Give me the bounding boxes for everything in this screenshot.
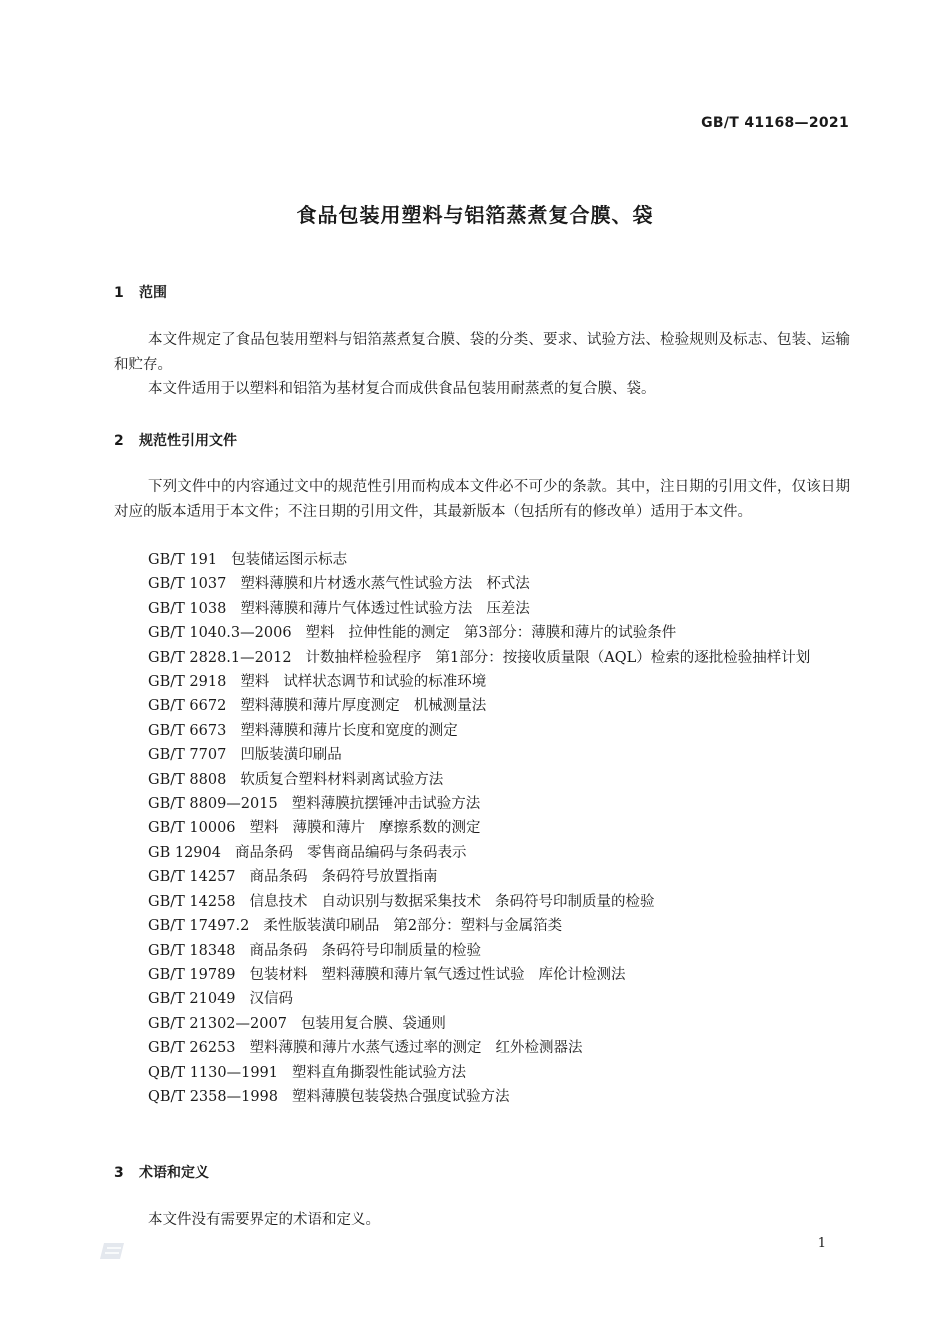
reference-title-part: 零售商品编码与条码表示 xyxy=(306,844,467,861)
section-title: 术语和定义 xyxy=(139,1165,209,1181)
reference-title-part: 塑料薄膜和片材透水蒸气性试验方法 xyxy=(240,576,473,593)
reference-item xyxy=(114,572,850,596)
reference-code: GB/T 26253 xyxy=(148,1040,236,1057)
reference-title-part: 软质复合塑料材料剥离试验方法 xyxy=(240,771,444,788)
reference-code: GB/T 6672 xyxy=(148,698,227,715)
sac-logo-icon xyxy=(100,1240,128,1262)
reference-title-part: 拉伸性能的测定 xyxy=(348,625,451,642)
reference-code: GB/T 19789 xyxy=(148,966,236,983)
reference-title-part: 汉信码 xyxy=(249,991,294,1008)
section-1-paragraph-1: 本文件规定了食品包装用塑料与铝箔蒸煮复合膜、袋的分类、要求、试验方法、检验规则及标志、包装、运输和贮存。 xyxy=(114,332,850,373)
reference-title-part: 凹版装潢印刷品 xyxy=(240,747,342,764)
reference-code: GB/T 21302—2007 xyxy=(148,1015,287,1032)
reference-code: GB/T 8809—2015 xyxy=(148,796,278,813)
reference-title-part: 塑料薄膜和薄片水蒸气透过率的测定 xyxy=(249,1040,482,1057)
reference-item xyxy=(114,792,850,816)
reference-code: QB/T 1130—1991 xyxy=(148,1064,279,1081)
reference-title-part: 塑料 xyxy=(240,674,270,691)
reference-code: GB 12904 xyxy=(148,844,221,861)
reference-title-part: 条码符号放置指南 xyxy=(321,869,438,886)
section-title: 规范性引用文件 xyxy=(139,433,237,449)
reference-item xyxy=(114,865,850,889)
reference-title-part: 第2部分：塑料与金属箔类 xyxy=(393,918,563,935)
reference-item xyxy=(114,670,850,694)
section-number: 1 xyxy=(114,285,124,301)
section-2-paragraph-1: 下列文件中的内容通过文中的规范性引用而构成本文件必不可少的条款。其中，注日期的引用文件，仅该日期对应的版本适用于本文件；不注日期的引用文件，其最新版本（包括所有的修改单）适用于本文件。 xyxy=(114,479,850,520)
reference-item xyxy=(114,939,850,963)
reference-code: GB/T 2828.1—2012 xyxy=(148,649,292,666)
section-1-paragraph-2: 本文件适用于以塑料和铝箔为基材复合而成供食品包装用耐蒸煮的复合膜、袋。 xyxy=(148,381,656,397)
reference-title-part: 商品条码 xyxy=(249,869,308,886)
reference-title-part: 塑料薄膜和薄片气体透过性试验方法 xyxy=(240,600,473,617)
reference-title-part: 塑料薄膜包装袋热合强度试验方法 xyxy=(292,1088,510,1105)
reference-title-part: 试样状态调节和试验的标准环境 xyxy=(283,674,487,691)
section-title: 范围 xyxy=(139,285,167,301)
section-1-heading xyxy=(114,282,167,302)
reference-code: GB/T 8808 xyxy=(148,771,227,788)
reference-title-part: 红外检测器法 xyxy=(495,1040,583,1057)
reference-title-part: 薄膜和薄片 xyxy=(292,820,366,837)
reference-code: GB/T 18348 xyxy=(148,942,236,959)
reference-title-part: 信息技术 xyxy=(249,893,308,910)
reference-title-part: 机械测量法 xyxy=(413,698,487,715)
reference-code: GB/T 1037 xyxy=(148,576,227,593)
reference-item xyxy=(114,841,850,865)
reference-code: GB/T 14258 xyxy=(148,893,236,910)
reference-title-part: 包装储运图示标志 xyxy=(231,552,348,568)
reference-code: GB/T 21049 xyxy=(148,991,236,1008)
reference-title-part: 自动识别与数据采集技术 xyxy=(321,893,482,910)
reference-code: GB/T 10006 xyxy=(148,820,236,837)
reference-title-part: 塑料薄膜和薄片厚度测定 xyxy=(240,698,400,715)
reference-title-part: 塑料薄膜和薄片氧气透过性试验 xyxy=(321,966,525,983)
section-3-heading xyxy=(114,1162,209,1182)
reference-title-part: 塑料直角撕裂性能试验方法 xyxy=(292,1064,467,1081)
page-number: 1 xyxy=(817,1236,826,1251)
reference-code: GB/T 191 xyxy=(148,552,218,568)
reference-title-part: 商品条码 xyxy=(249,942,308,959)
reference-item xyxy=(114,890,850,914)
reference-item xyxy=(114,768,850,792)
reference-title-part: 条码符号印制质量的检验 xyxy=(495,893,655,910)
section-number: 3 xyxy=(114,1165,124,1181)
reference-item xyxy=(114,1036,850,1060)
reference-title-part: 塑料 xyxy=(249,820,279,837)
reference-code: GB/T 6673 xyxy=(148,722,227,739)
reference-title-part: 条码符号印制质量的检验 xyxy=(321,942,482,959)
reference-code: GB/T 1038 xyxy=(148,600,227,617)
normative-references-list xyxy=(114,548,850,1109)
reference-item xyxy=(114,743,850,767)
reference-item xyxy=(114,914,850,938)
reference-code: GB/T 1040.3—2006 xyxy=(148,625,292,642)
reference-title-part: 库伦计检测法 xyxy=(538,966,626,983)
reference-title-part: 杯式法 xyxy=(486,576,530,593)
reference-title-part: 第1部分：按接收质量限（AQL）检索的逐批检验抽样计划 xyxy=(435,649,811,666)
standard-code: GB/T 41168—2021 xyxy=(701,115,849,131)
section-number: 2 xyxy=(114,433,124,449)
reference-title-part: 塑料薄膜和薄片长度和宽度的测定 xyxy=(240,722,458,739)
reference-title-part: 压差法 xyxy=(486,600,530,617)
reference-item xyxy=(114,963,850,987)
reference-item xyxy=(114,1012,850,1036)
reference-item xyxy=(114,548,850,572)
reference-title-part: 包装用复合膜、袋通则 xyxy=(300,1015,446,1032)
reference-code: GB/T 17497.2 xyxy=(148,918,250,935)
reference-title-part: 第3部分：薄膜和薄片的试验条件 xyxy=(464,625,677,642)
reference-code: GB/T 14257 xyxy=(148,869,236,886)
document-title: 食品包装用塑料与铝箔蒸煮复合膜、袋 xyxy=(296,203,654,227)
reference-title-part: 柔性版装潢印刷品 xyxy=(263,918,380,935)
reference-item xyxy=(114,694,850,718)
reference-code: GB/T 2918 xyxy=(148,674,227,691)
reference-item xyxy=(114,646,850,670)
reference-code: GB/T 7707 xyxy=(148,747,227,764)
reference-item xyxy=(114,987,850,1011)
reference-title-part: 塑料薄膜抗摆锤冲击试验方法 xyxy=(291,796,481,813)
reference-code: QB/T 2358—1998 xyxy=(148,1088,279,1105)
reference-item xyxy=(114,719,850,743)
section-3-paragraph-1: 本文件没有需要界定的术语和定义。 xyxy=(148,1212,380,1228)
reference-item xyxy=(114,621,850,645)
reference-title-part: 塑料 xyxy=(305,625,335,642)
reference-title-part: 包装材料 xyxy=(249,966,308,983)
reference-title-part: 计数抽样检验程序 xyxy=(305,649,422,666)
reference-item xyxy=(114,1085,850,1109)
reference-title-part: 摩擦系数的测定 xyxy=(379,820,481,837)
reference-item xyxy=(114,816,850,840)
reference-item xyxy=(114,1061,850,1085)
section-2-heading xyxy=(114,430,237,450)
reference-item xyxy=(114,597,850,621)
reference-title-part: 商品条码 xyxy=(234,844,293,861)
